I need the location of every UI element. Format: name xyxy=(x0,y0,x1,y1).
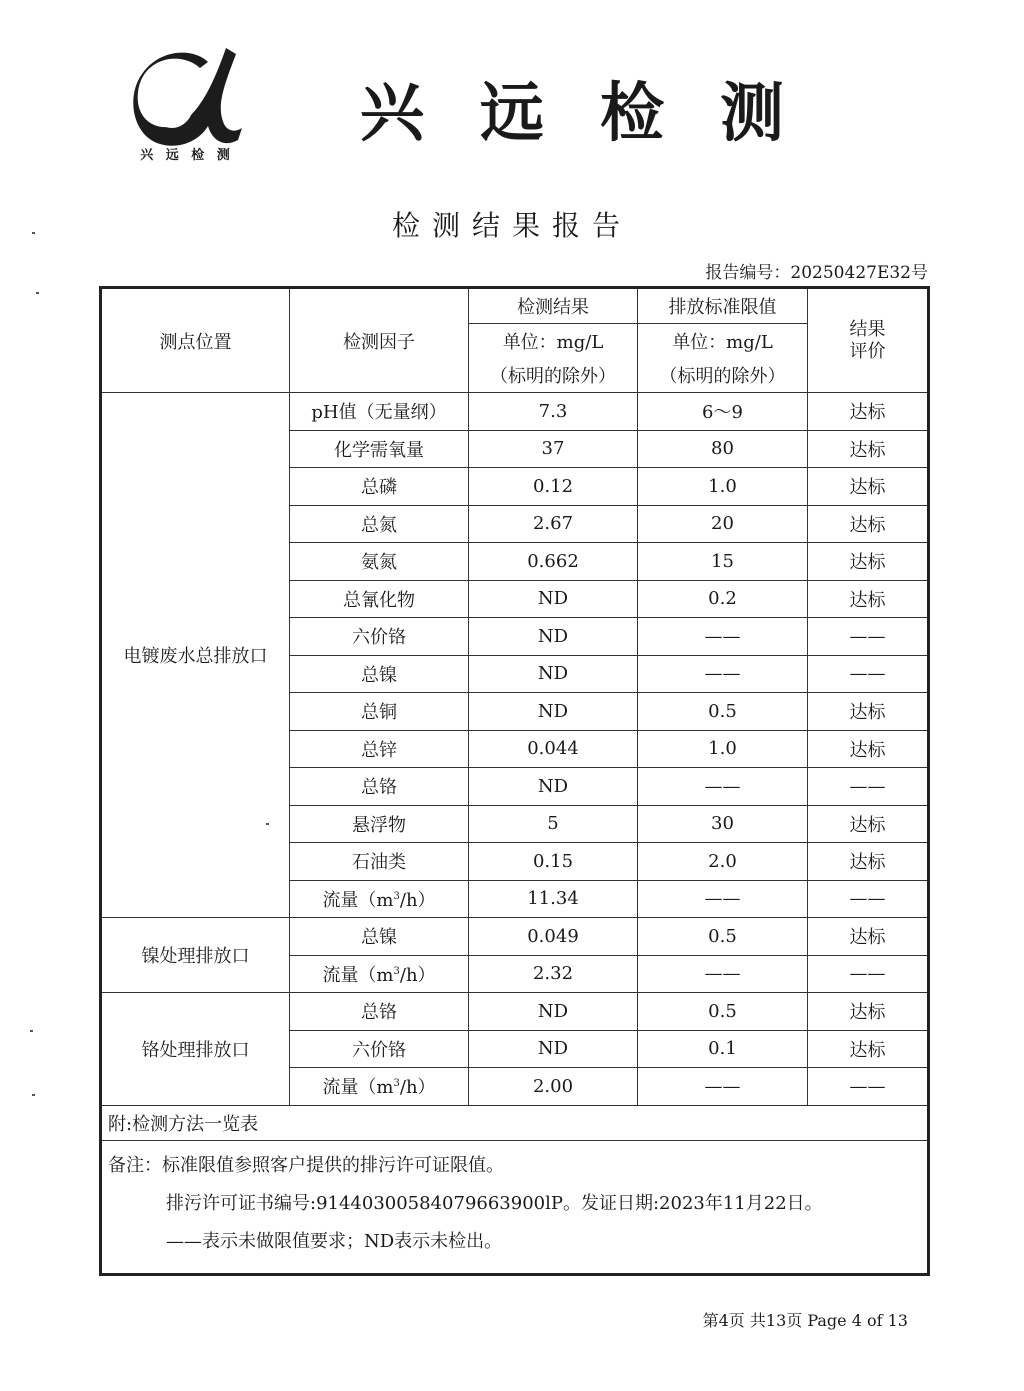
limit-cell: —— xyxy=(638,618,808,656)
factor-cell: 六价铬 xyxy=(290,1030,469,1068)
evaluation-cell: 达标 xyxy=(808,468,929,506)
table-row xyxy=(101,918,929,956)
limit-cell: 0.1 xyxy=(638,1030,808,1068)
scan-speck xyxy=(266,823,269,825)
factor-cell: pH值（无量纲） xyxy=(290,393,469,431)
remarks-row xyxy=(101,1140,929,1274)
limit-cell: —— xyxy=(638,955,808,993)
header-evaluation xyxy=(808,288,929,393)
factor-cell: 化学需氧量 xyxy=(290,430,469,468)
limit-cell: —— xyxy=(638,880,808,918)
header-limit-unit: 单位：mg/L xyxy=(638,324,808,359)
result-cell: 0.15 xyxy=(469,843,638,881)
scan-speck xyxy=(36,292,39,294)
factor-cell: 氨氮 xyxy=(290,543,469,581)
remark-line-3: ——表示未做限值要求；ND表示未检出。 xyxy=(166,1230,503,1252)
evaluation-cell: —— xyxy=(808,1068,929,1106)
location-cell: 电镀废水总排放口 xyxy=(101,393,290,918)
limit-cell: 15 xyxy=(638,543,808,581)
factor-cell: 总氮 xyxy=(290,505,469,543)
factor-suffix: /h） xyxy=(399,964,436,986)
result-cell: ND xyxy=(469,993,638,1031)
factor-superscript: 3 xyxy=(393,1078,400,1090)
result-cell: 7.3 xyxy=(469,393,638,431)
factor-cell: 悬浮物 xyxy=(290,805,469,843)
scan-speck xyxy=(30,1030,33,1032)
evaluation-cell: 达标 xyxy=(808,805,929,843)
remark-line-2: 排污许可证书编号:91440300584079663900lP。发证日期:2023年11月22日。 xyxy=(166,1192,823,1214)
result-cell: 0.662 xyxy=(469,543,638,581)
limit-cell: 0.5 xyxy=(638,693,808,731)
evaluation-cell: 达标 xyxy=(808,1030,929,1068)
result-cell: ND xyxy=(469,693,638,731)
limit-cell: —— xyxy=(638,768,808,806)
evaluation-cell: —— xyxy=(808,880,929,918)
factor-cell: 总锌 xyxy=(290,730,469,768)
result-cell: 2.00 xyxy=(469,1068,638,1106)
page-footer: 第4页 共13页 Page 4 of 13 xyxy=(702,1311,908,1330)
brand-name: 兴远检测 xyxy=(360,76,840,151)
limit-cell: 0.5 xyxy=(638,993,808,1031)
factor-cell: 总铬 xyxy=(290,993,469,1031)
limit-cell: 20 xyxy=(638,505,808,543)
result-cell: 2.32 xyxy=(469,955,638,993)
evaluation-cell: 达标 xyxy=(808,693,929,731)
table-row xyxy=(101,993,929,1031)
evaluation-cell: 达标 xyxy=(808,543,929,581)
evaluation-cell: —— xyxy=(808,655,929,693)
appendix-row xyxy=(101,1105,929,1140)
evaluation-cell: 达标 xyxy=(808,730,929,768)
factor-prefix: 流量（m xyxy=(322,889,394,911)
factor-suffix: /h） xyxy=(399,889,436,911)
limit-cell: 6～9 xyxy=(638,393,808,431)
result-cell: 5 xyxy=(469,805,638,843)
header-location: 测点位置 xyxy=(101,288,290,393)
factor-prefix: 流量（m xyxy=(322,1077,394,1099)
header-limit: 排放标准限值 xyxy=(638,288,808,324)
factor-cell: 总铬 xyxy=(290,768,469,806)
evaluation-cell: 达标 xyxy=(808,580,929,618)
limit-cell: 2.0 xyxy=(638,843,808,881)
limit-cell: —— xyxy=(638,1068,808,1106)
header-limit-note: （标明的除外） xyxy=(638,358,808,393)
remark-line-1: 备注：标准限值参照客户提供的排污许可证限值。 xyxy=(108,1154,504,1176)
header-result: 检测结果 xyxy=(469,288,638,324)
results-table xyxy=(99,286,930,1276)
factor-cell xyxy=(290,880,469,918)
factor-cell xyxy=(290,1068,469,1106)
factor-cell: 总镍 xyxy=(290,655,469,693)
evaluation-cell: —— xyxy=(808,768,929,806)
factor-cell xyxy=(290,955,469,993)
evaluation-cell: 达标 xyxy=(808,393,929,431)
result-cell: 37 xyxy=(469,430,638,468)
header-factor: 检测因子 xyxy=(290,288,469,393)
factor-cell: 总磷 xyxy=(290,468,469,506)
result-cell: ND xyxy=(469,618,638,656)
limit-cell: —— xyxy=(638,655,808,693)
limit-cell: 30 xyxy=(638,805,808,843)
factor-cell: 总氰化物 xyxy=(290,580,469,618)
result-cell: ND xyxy=(469,1030,638,1068)
result-cell: 0.049 xyxy=(469,918,638,956)
result-cell: 0.12 xyxy=(469,468,638,506)
result-cell: ND xyxy=(469,768,638,806)
result-cell: 11.34 xyxy=(469,880,638,918)
factor-cell: 总镍 xyxy=(290,918,469,956)
header-row xyxy=(101,288,929,324)
limit-cell: 0.5 xyxy=(638,918,808,956)
result-cell: ND xyxy=(469,580,638,618)
factor-superscript: 3 xyxy=(393,890,400,902)
report-number: 报告编号：20250427E32号 xyxy=(705,263,928,283)
remarks xyxy=(101,1140,929,1274)
evaluation-cell: 达标 xyxy=(808,918,929,956)
evaluation-cell: 达标 xyxy=(808,993,929,1031)
limit-cell: 80 xyxy=(638,430,808,468)
evaluation-cell: 达标 xyxy=(808,430,929,468)
result-cell: ND xyxy=(469,655,638,693)
limit-cell: 1.0 xyxy=(638,468,808,506)
page-title: 检测结果报告 xyxy=(391,209,632,242)
appendix-note: 附:检测方法一览表 xyxy=(101,1105,929,1140)
factor-superscript: 3 xyxy=(393,965,400,977)
header-result-note: （标明的除外） xyxy=(469,358,638,393)
evaluation-cell: 达标 xyxy=(808,505,929,543)
factor-suffix: /h） xyxy=(399,1077,436,1099)
factor-prefix: 流量（m xyxy=(322,964,394,986)
header-result-unit: 单位：mg/L xyxy=(469,324,638,359)
scan-speck xyxy=(32,232,35,234)
evaluation-cell: —— xyxy=(808,955,929,993)
logo-caption: 兴 远 检 测 xyxy=(140,148,234,163)
limit-cell: 1.0 xyxy=(638,730,808,768)
result-cell: 0.044 xyxy=(469,730,638,768)
evaluation-cell: 达标 xyxy=(808,843,929,881)
result-cell: 2.67 xyxy=(469,505,638,543)
header-evaluation-text: 结果评价 xyxy=(849,318,886,362)
factor-cell: 石油类 xyxy=(290,843,469,881)
location-cell: 镍处理排放口 xyxy=(101,918,290,993)
location-cell: 铬处理排放口 xyxy=(101,993,290,1106)
evaluation-cell: —— xyxy=(808,618,929,656)
factor-cell: 六价铬 xyxy=(290,618,469,656)
scan-speck xyxy=(32,1094,35,1096)
table-row xyxy=(101,393,929,431)
limit-cell: 0.2 xyxy=(638,580,808,618)
factor-cell: 总铜 xyxy=(290,693,469,731)
